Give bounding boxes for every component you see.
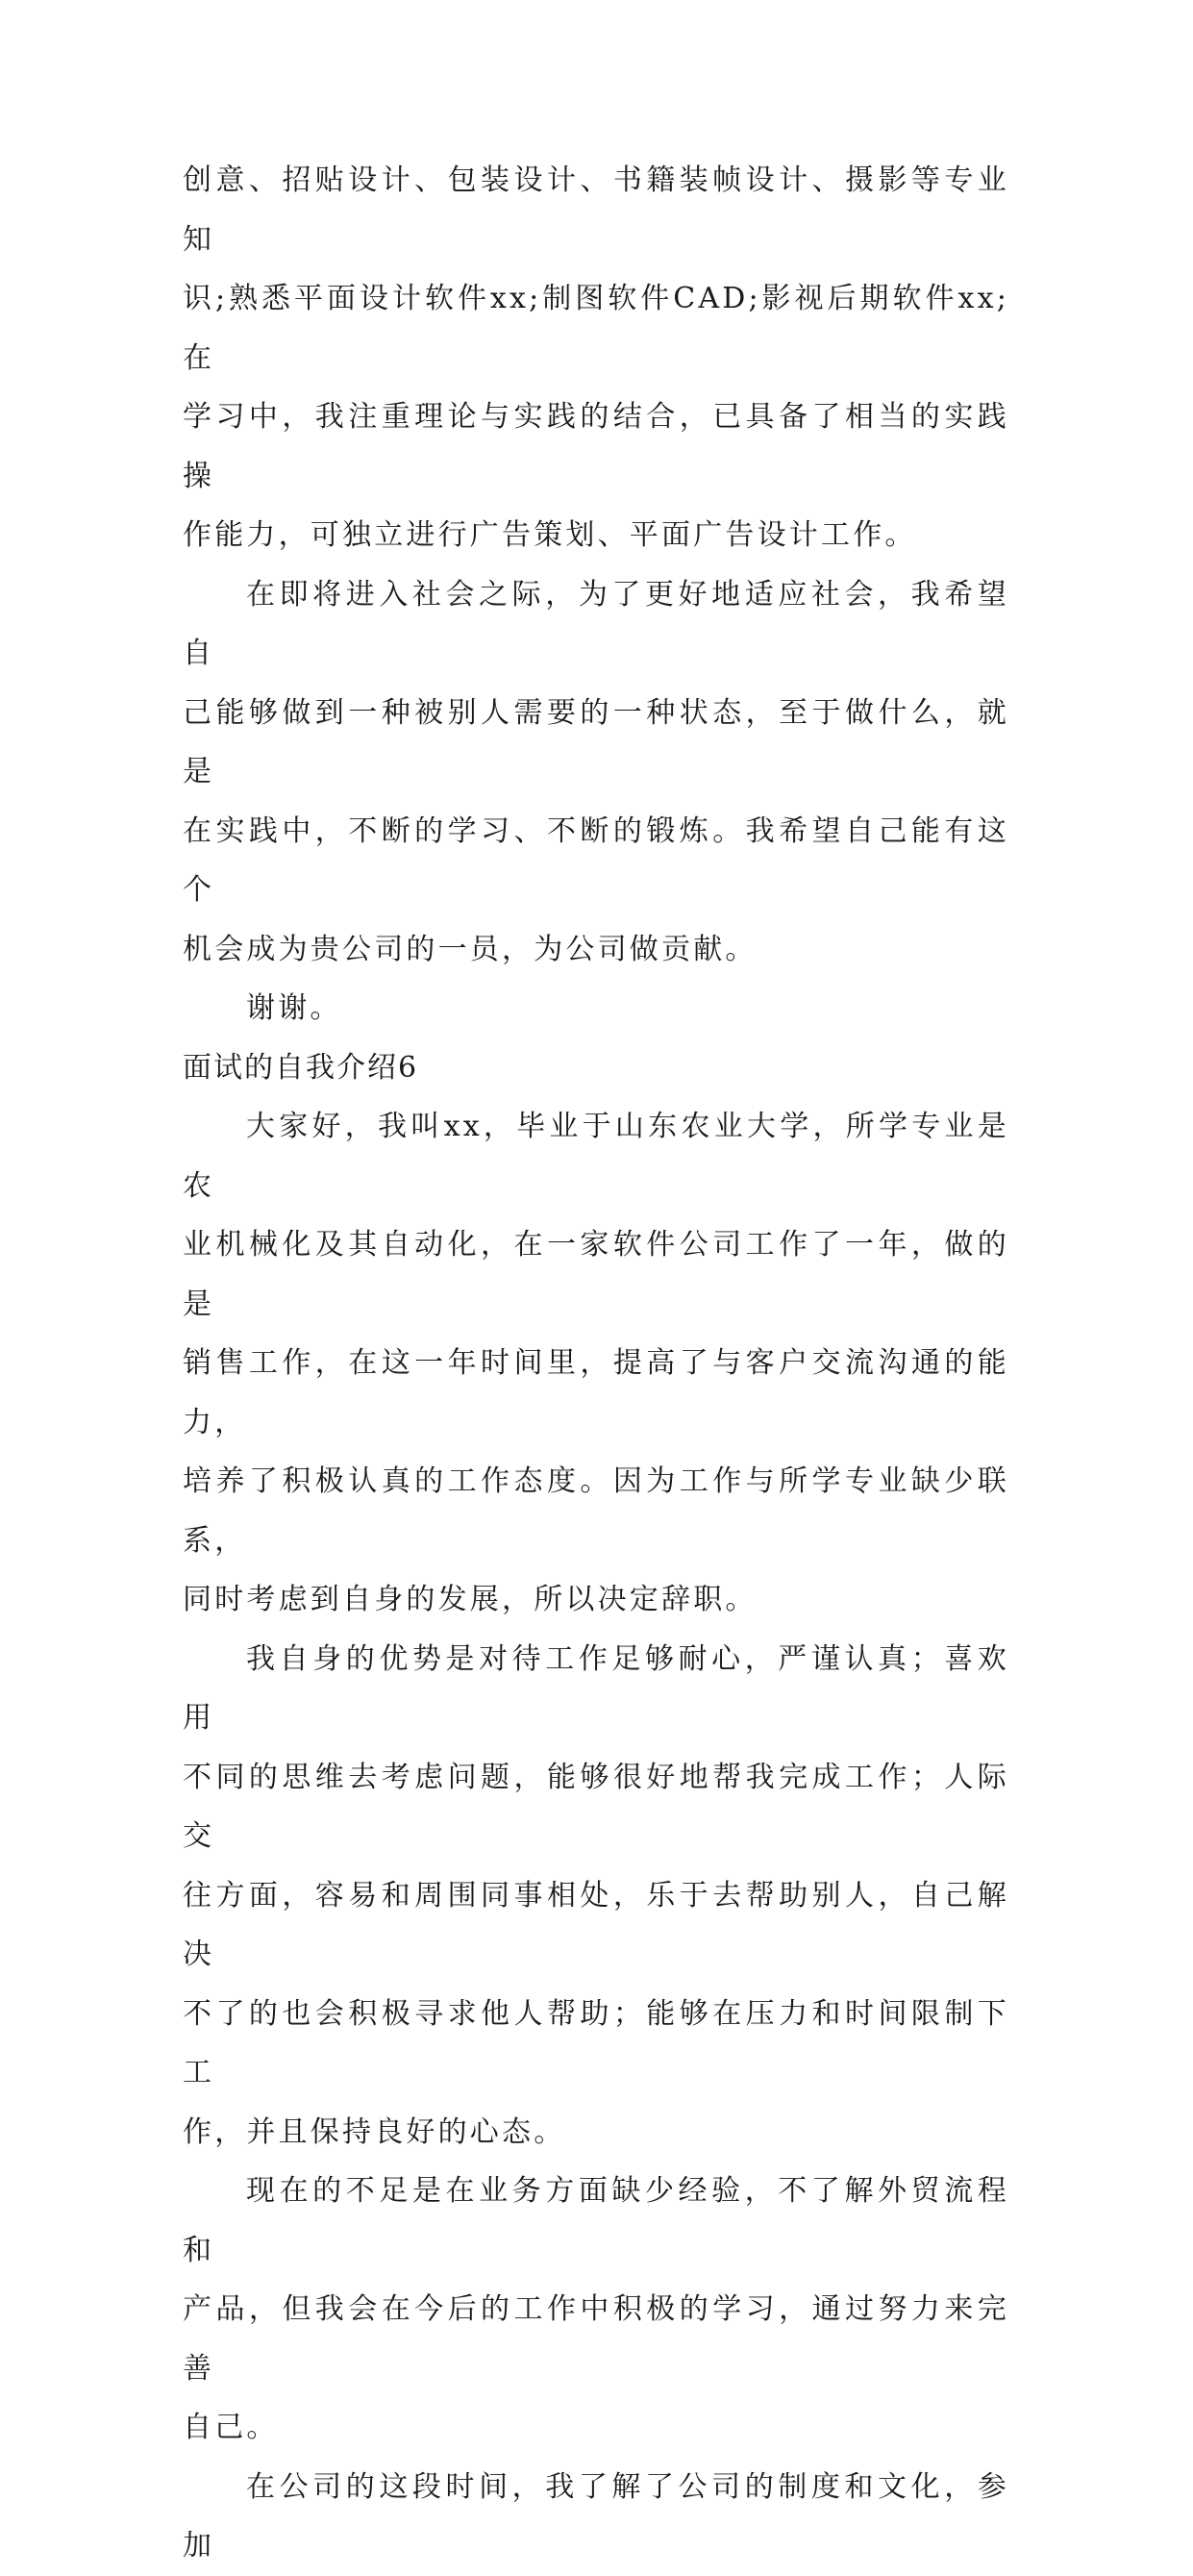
document-body	[183, 151, 1009, 2576]
paragraph-thanks: 谢谢。	[246, 991, 342, 1025]
paragraph-entering-society: 在即将进入社会之际，为了更好地适应社会，我希望自 己能够做到一种被别人需要的一种状态，至于做什么，就是 在实践中，不断的学习、不断的锻炼。我希望自己能有这个 机会成为贵公司的一员，为公司做贡献。	[183, 577, 1009, 966]
paragraph-weaknesses: 现在的不足是在业务方面缺少经验，不了解外贸流程和 产品，但我会在今后的工作中积极的学习，通过努力来完善 自己。	[183, 2174, 1009, 2444]
paragraph-design-skills: 创意、招贴设计、包装设计、书籍装帧设计、摄影等专业知 识;熟悉平面设计软件xx;制图软件CAD;影视后期软件xx;在 学习中，我注重理论与实践的结合，已具备了相当的实践操 作能力，可独立进行广告策划、平面广告设计工作。	[183, 163, 1009, 552]
paragraph-strengths: 我自身的优势是对待工作足够耐心，严谨认真；喜欢用 不同的思维去考虑问题，能够很好地帮我完成工作；人际交 往方面，容易和周围同事相处，乐于去帮助别人，自己解决 不了的也会积极寻求他人帮助；能够在压力和时间限制下工 作，并且保持良好的心态。	[183, 1641, 1009, 2149]
paragraph-company-time: 在公司的这段时间，我了解了公司的制度和文化，参加	[183, 2469, 1009, 2563]
section-heading: 面试的自我介绍6	[183, 1050, 419, 1085]
paragraph-self-introduction: 大家好，我叫xx，毕业于山东农业大学，所学专业是农 业机械化及其自动化，在一家软件公司工作了一年，做的是 销售工作，在这一年时间里，提高了与客户交流沟通的能力， 培养了积极认真的工作态度。因为工作与所学专业缺少联系， 同时考虑到自身的发展，所以决定辞职。	[183, 1110, 1009, 1616]
